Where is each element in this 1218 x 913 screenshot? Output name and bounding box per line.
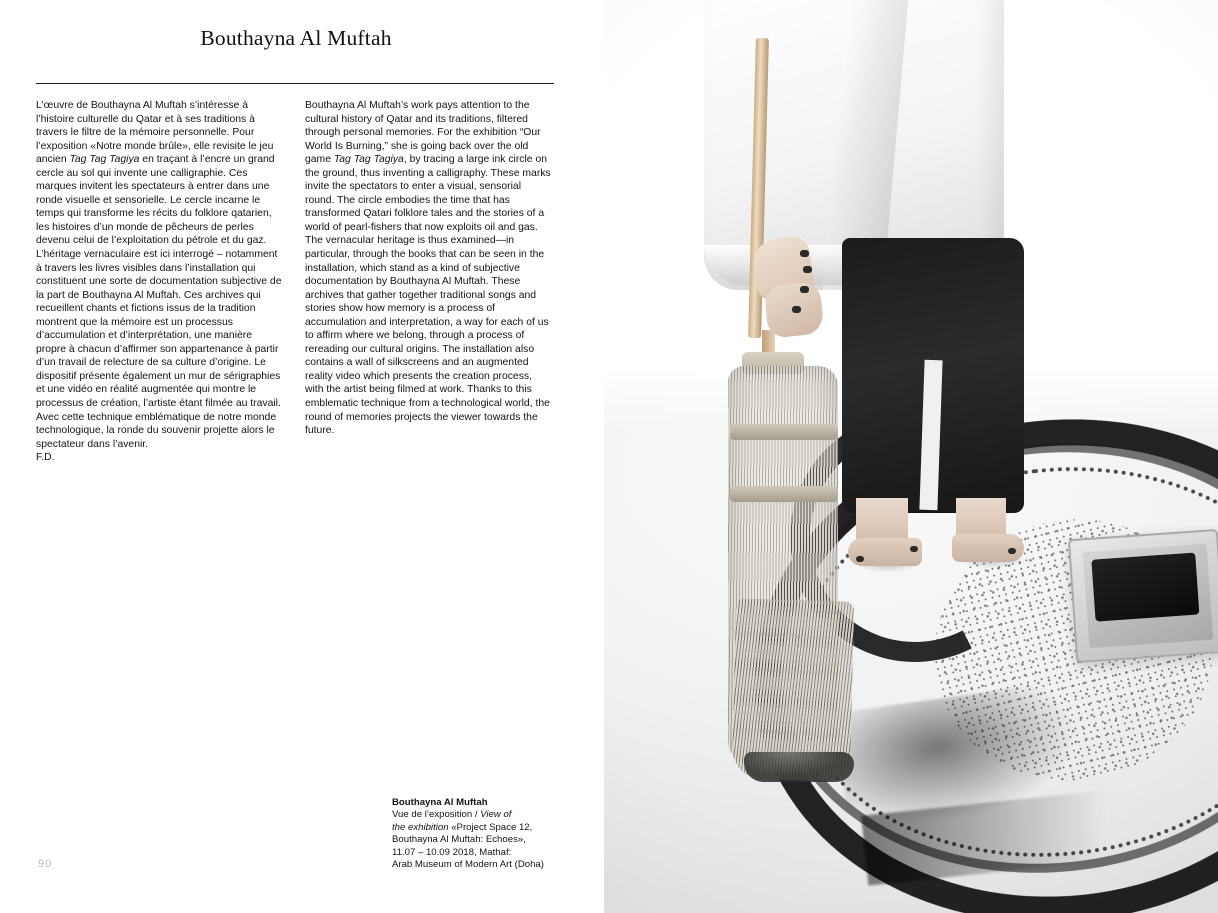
finger-nail-4 xyxy=(792,306,801,313)
caption-line-3: Bouthayna Al Muftah: Echoes», xyxy=(392,834,526,846)
french-text-part-1: L’œuvre de Bouthayna Al Muftah s’intéresse à l’histoire culturelle du Qatar et à ses traditions à travers le filtre de la mémoire personnelle. Pour l’exposition «Notre monde brûle», elle revisite le jeu ancien xyxy=(36,100,274,166)
author-initials: F.D. xyxy=(36,452,55,464)
exhibition-photograph xyxy=(604,0,1218,913)
brush-inked-tip xyxy=(744,752,854,782)
finger-nail-3 xyxy=(800,286,809,293)
english-body-paragraph xyxy=(305,99,553,438)
toe-nail-right xyxy=(1008,548,1016,554)
page-number: 90 xyxy=(38,858,53,870)
caption-artist-name: Bouthayna Al Muftah xyxy=(392,797,488,808)
caption-line-5: Arab Museum of Modern Art (Doha) xyxy=(392,859,544,871)
caption-line-4: 11.07 – 10.09 2018, Mathaf: xyxy=(392,846,512,858)
caption-line-1-italic: View of xyxy=(480,809,512,821)
caption-line-2-italic: the exhibition xyxy=(392,821,449,833)
finger-nail-2 xyxy=(803,266,812,273)
french-text-part-2: en traçant à l’encre un grand cercle au sol qui invente une calligraphie. Ces marques invitent les spectateurs à entrer dans une ronde visuelle et sensorielle. Le cercle incarne le temps qui transforme les récits du folklore qatarien, les histoires d’un monde de pêcheurs de perles devenu celui de l’exploitation du pétrole et du gaz. L’héritage vernaculaire est ici interrogé – notamment à travers les livres visibles dans l’installation qui constituent une sorte de documentation subjective de la part de Bouthayna Al Muftah. Ces archives qui recueillent chants et fictions issus de la tradition montrent que la mémoire est un processus d’accumulation et d’interprétation, une manière propre à chacun d’affirmer son appartenance à partir d’un travail de relecture de sa culture d’origine. Le dispositif présente également un mur de sérigraphies et une vidéo en réalité augmentée qui montre le processus de création, l’artiste étant filmée au travail. Avec cette technique emblématique de notre monde technologique, la ronde du souvenir projette alors le spectateur dans l’avenir. xyxy=(36,154,282,450)
photograph-content xyxy=(604,0,1218,913)
image-caption xyxy=(392,797,592,871)
brush-binding-band-1 xyxy=(730,424,838,440)
title-divider-rule xyxy=(36,83,554,84)
finger-nail-1 xyxy=(800,250,809,257)
caption-line-2: «Project Space 12, xyxy=(448,821,533,833)
english-text-part-2: , by tracing a large ink circle on the ground, thus inventing a calligraphy. These marks invite the spectators to enter a visual, sensorial round. The circle embodies the time that has transformed Qatari folklore tales and the stories of a world of pearl-fishers that now exploits oil and gas. The vernacular heritage is thus examined—in particular, through the books that can be seen in the installation, which stand as a kind of subjective documentation by Bouthayna Al Muftah. These archives that gather together traditional songs and stories show how memory is a process of accumulation and interpretation, a way for each of us to affirm where we belong, through a process of rereading our cultural origins. The installation also contains a wall of silkscreens and an augmented reality video which presents the creation process, with the artist being filmed at work. Thanks to this emblematic technique from a technological world, the round of memories projects the viewer towards the future. xyxy=(305,154,551,437)
french-body-paragraph xyxy=(36,99,284,451)
black-ink-pool xyxy=(1091,553,1199,622)
caption-line-1: Vue de l’exposition / xyxy=(392,809,481,821)
text-column-area xyxy=(0,0,604,913)
english-text-column xyxy=(305,99,553,438)
toe-nail-left xyxy=(856,556,864,562)
french-text-column xyxy=(36,99,284,465)
ink-tray xyxy=(1068,529,1218,663)
toe-nail-left-outer xyxy=(910,546,918,552)
french-italic-game-title: Tag Tag Tagiya xyxy=(69,154,140,166)
page-title: Bouthayna Al Muftah xyxy=(200,26,392,50)
english-italic-game-title: Tag Tag Tagiya xyxy=(333,154,404,166)
english-text-part-1: Bouthayna Al Muftah’s work pays attention to the cultural history of Qatar and its traditions, filtered through personal memories. For the exhibition “Our World Is Burning,” she is going back over the old game xyxy=(305,100,541,166)
brush-binding-band-2 xyxy=(730,486,838,502)
